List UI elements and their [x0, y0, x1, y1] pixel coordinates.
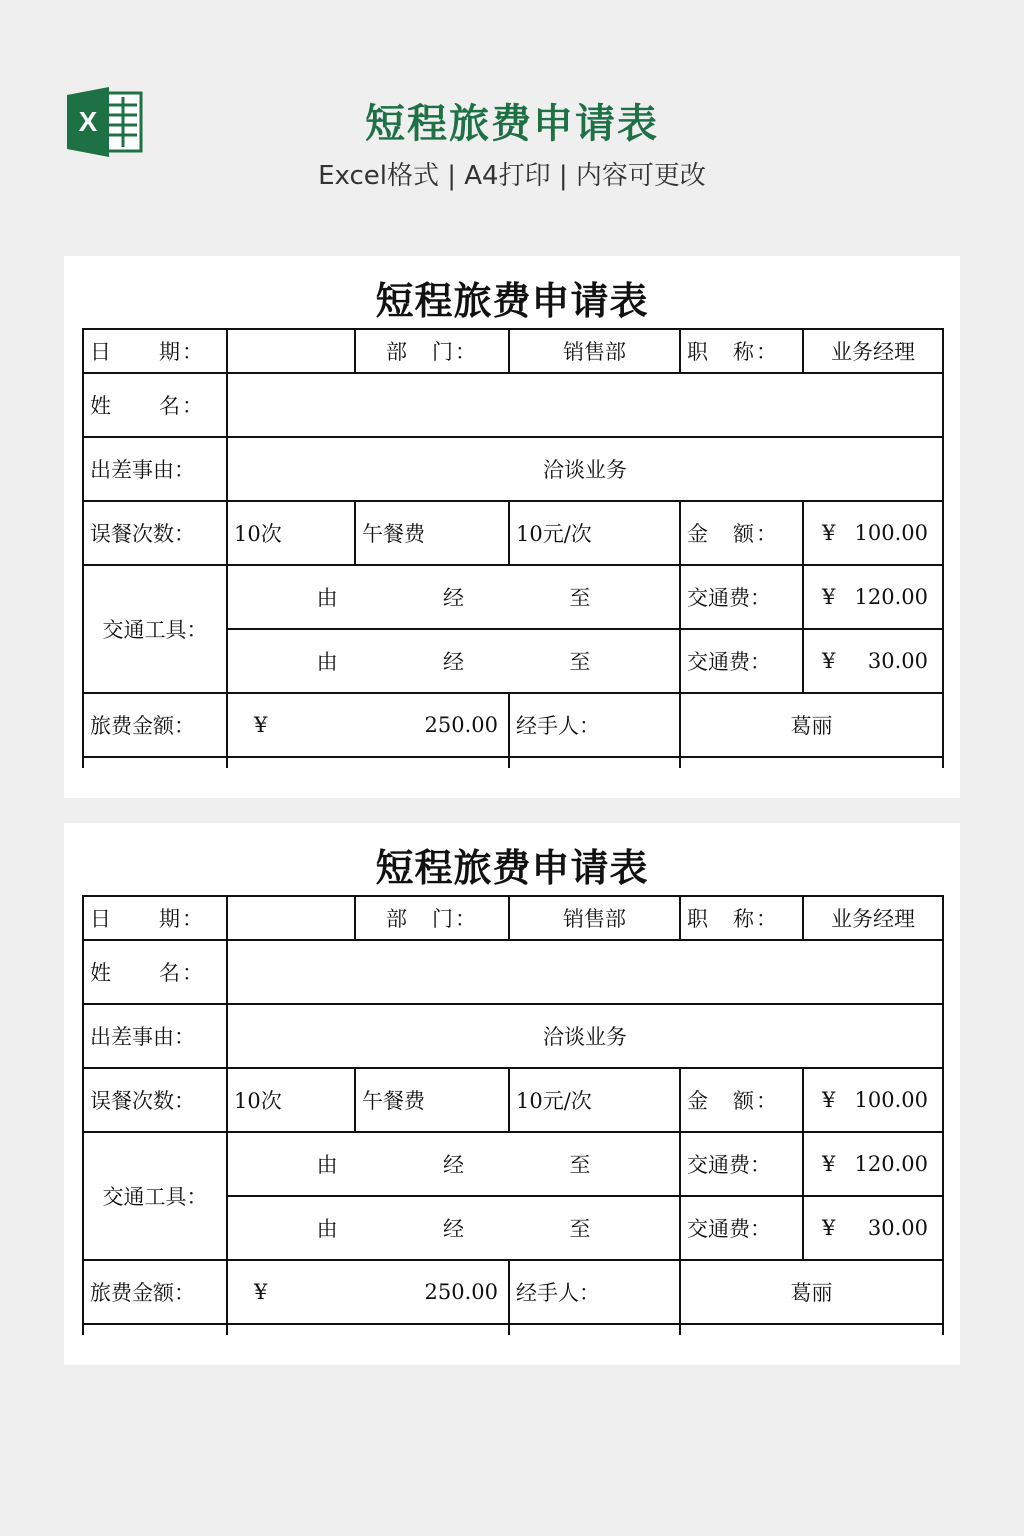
page-header [0, 0, 1024, 230]
position-field[interactable]: 业务经理 [803, 329, 943, 373]
date-label: 日 期： [83, 896, 227, 940]
currency-symbol: ¥ [822, 1152, 836, 1176]
amount-field[interactable] [803, 1068, 943, 1132]
meal-fee-label: 午餐费 [355, 501, 509, 565]
transport-fee-label: 交通费： [680, 565, 803, 629]
transport-label: 交通工具： [83, 565, 227, 693]
date-label: 日 期： [83, 329, 227, 373]
transport-fee-value: 120.00 [854, 585, 928, 609]
table-cell [680, 1324, 943, 1335]
table-row [83, 329, 943, 373]
currency-symbol: ¥ [822, 1088, 836, 1112]
table-row [83, 757, 943, 768]
name-label: 姓 名： [83, 373, 227, 437]
table-cell [227, 1324, 509, 1335]
currency-symbol: ¥ [254, 1280, 268, 1304]
route-field-1[interactable] [227, 565, 680, 629]
page-title: 短程旅费申请表 [365, 101, 659, 147]
currency-symbol: ¥ [822, 1216, 836, 1240]
route-to: 至 [569, 586, 591, 610]
reason-label: 出差事由： [83, 1004, 227, 1068]
reason-label: 出差事由： [83, 437, 227, 501]
meal-count-field[interactable]: 10次 [227, 1068, 355, 1132]
currency-symbol: ¥ [822, 585, 836, 609]
route-from: 由 [316, 586, 338, 610]
transport-fee-field[interactable] [803, 1132, 943, 1196]
amount-field[interactable] [803, 501, 943, 565]
currency-symbol: ¥ [254, 713, 268, 737]
form-title: 短程旅费申请表 [375, 278, 649, 323]
transport-fee-value: 30.00 [867, 1216, 928, 1240]
table-cell [83, 757, 227, 768]
table-cell [509, 1324, 680, 1335]
dept-field[interactable]: 销售部 [509, 896, 680, 940]
table-row [83, 940, 943, 1004]
table-row [83, 501, 943, 565]
transport-fee-field[interactable] [803, 1196, 943, 1260]
transport-fee-value: 120.00 [854, 1152, 928, 1176]
meal-fee-field[interactable]: 10元/次 [509, 501, 680, 565]
handler-label: 经手人： [509, 1260, 680, 1324]
route-to: 至 [569, 1153, 591, 1177]
handler-field[interactable]: 葛丽 [680, 693, 943, 757]
reason-field[interactable]: 洽谈业务 [227, 1004, 943, 1068]
transport-fee-label: 交通费： [680, 629, 803, 693]
name-field[interactable] [227, 373, 943, 437]
table-row [83, 1004, 943, 1068]
handler-field[interactable]: 葛丽 [680, 1260, 943, 1324]
route-field-2[interactable] [227, 1196, 680, 1260]
table-row [83, 373, 943, 437]
route-via: 经 [442, 650, 464, 674]
meal-fee-field[interactable]: 10元/次 [509, 1068, 680, 1132]
total-label: 旅费金额： [83, 693, 227, 757]
svg-text:X: X [78, 106, 98, 137]
position-field[interactable]: 业务经理 [803, 896, 943, 940]
table-row [83, 1068, 943, 1132]
route-to: 至 [569, 650, 591, 674]
dept-field[interactable]: 销售部 [509, 329, 680, 373]
meal-count-label: 误餐次数： [83, 1068, 227, 1132]
route-via: 经 [442, 586, 464, 610]
form-card-2 [64, 823, 960, 1365]
route-from: 由 [316, 1153, 338, 1177]
transport-fee-value: 30.00 [867, 649, 928, 673]
form-card-1 [64, 256, 960, 798]
table-cell [680, 757, 943, 768]
handler-label: 经手人： [509, 693, 680, 757]
transport-label: 交通工具： [83, 1132, 227, 1260]
table-row [83, 565, 943, 629]
table-row [83, 1324, 943, 1335]
route-field-2[interactable] [227, 629, 680, 693]
amount-value: 100.00 [854, 1088, 928, 1112]
total-value: 250.00 [424, 713, 498, 737]
route-from: 由 [316, 650, 338, 674]
total-value: 250.00 [424, 1280, 498, 1304]
reason-field[interactable]: 洽谈业务 [227, 437, 943, 501]
expense-form-table [82, 328, 944, 768]
currency-symbol: ¥ [822, 649, 836, 673]
table-row [83, 693, 943, 757]
expense-form-table [82, 895, 944, 1335]
route-via: 经 [442, 1217, 464, 1241]
total-field[interactable] [227, 693, 509, 757]
dept-label: 部 门： [355, 896, 509, 940]
route-field-1[interactable] [227, 1132, 680, 1196]
position-label: 职 称： [680, 896, 803, 940]
date-field[interactable] [227, 896, 355, 940]
table-row [83, 1132, 943, 1196]
name-field[interactable] [227, 940, 943, 1004]
total-label: 旅费金额： [83, 1260, 227, 1324]
form-title: 短程旅费申请表 [375, 845, 649, 890]
table-row [83, 896, 943, 940]
dept-label: 部 门： [355, 329, 509, 373]
name-label: 姓 名： [83, 940, 227, 1004]
table-row [83, 437, 943, 501]
date-field[interactable] [227, 329, 355, 373]
table-row [83, 1260, 943, 1324]
transport-fee-field[interactable] [803, 629, 943, 693]
route-from: 由 [316, 1217, 338, 1241]
meal-fee-label: 午餐费 [355, 1068, 509, 1132]
meal-count-label: 误餐次数： [83, 501, 227, 565]
position-label: 职 称： [680, 329, 803, 373]
table-cell [509, 757, 680, 768]
page-subtitle: Excel格式 | A4打印 | 内容可更改 [318, 161, 706, 191]
currency-symbol: ¥ [822, 521, 836, 545]
transport-fee-label: 交通费： [680, 1196, 803, 1260]
transport-fee-label: 交通费： [680, 1132, 803, 1196]
amount-label: 金 额： [680, 501, 803, 565]
table-cell [83, 1324, 227, 1335]
amount-value: 100.00 [854, 521, 928, 545]
meal-count-field[interactable]: 10次 [227, 501, 355, 565]
transport-fee-field[interactable] [803, 565, 943, 629]
amount-label: 金 额： [680, 1068, 803, 1132]
route-to: 至 [569, 1217, 591, 1241]
table-cell [227, 757, 509, 768]
total-field[interactable] [227, 1260, 509, 1324]
route-via: 经 [442, 1153, 464, 1177]
